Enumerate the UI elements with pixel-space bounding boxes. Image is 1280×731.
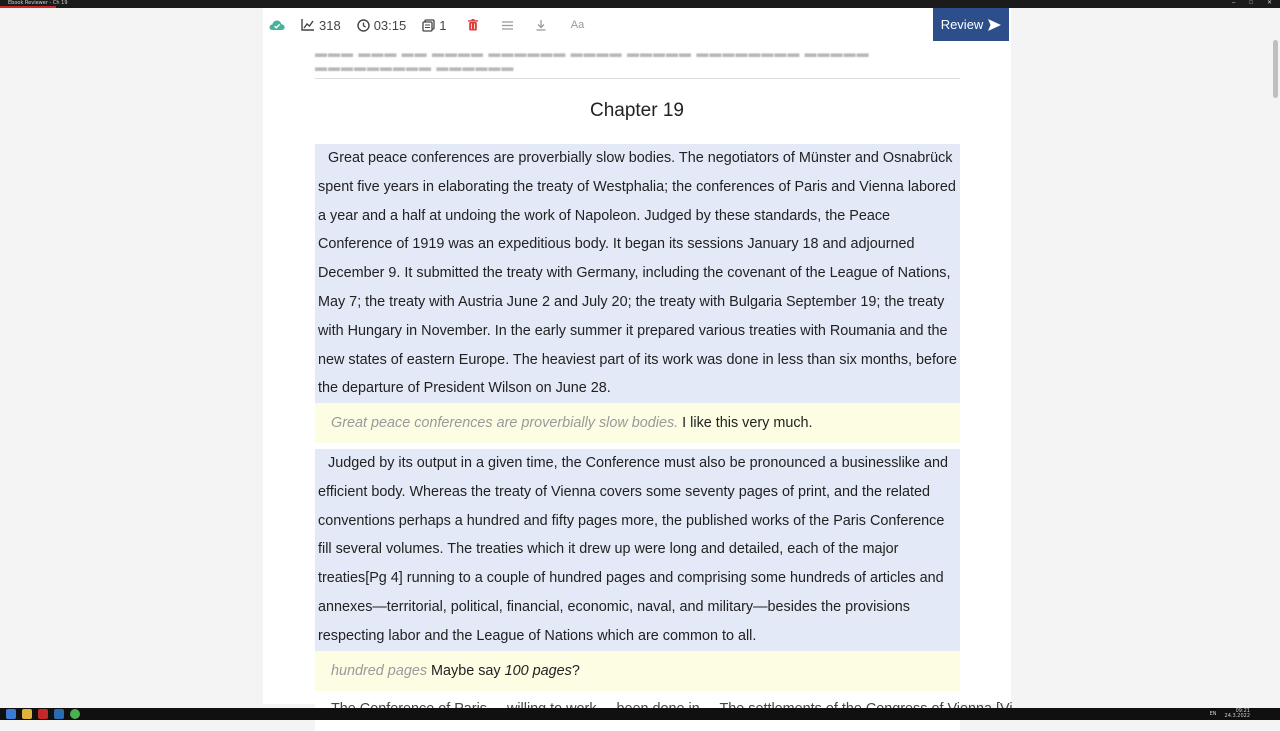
- scrollbar-thumb[interactable]: [1273, 40, 1278, 98]
- send-arrow-icon: [988, 19, 1001, 31]
- section-divider: [315, 78, 960, 79]
- note-2[interactable]: [315, 651, 960, 691]
- stats-value: 318: [319, 17, 341, 33]
- clock-icon: [357, 19, 370, 32]
- stack-icon: [422, 19, 435, 32]
- taskbar: [0, 708, 1280, 720]
- review-button[interactable]: [933, 8, 1009, 41]
- minimize-button[interactable]: –: [1232, 0, 1236, 6]
- note-1-quote: Great peace conferences are proverbially slow bodies.: [331, 415, 679, 431]
- sync-status[interactable]: [269, 19, 285, 31]
- download-icon: [536, 20, 546, 31]
- note-2-comment-emphasis: 100 pages: [504, 663, 572, 679]
- clock-time: 09:21: [1235, 708, 1250, 714]
- browser-icon[interactable]: [70, 709, 80, 719]
- paragraph-1[interactable]: [315, 144, 960, 403]
- window-controls: [1232, 0, 1272, 7]
- window-titlebar: [0, 0, 1280, 8]
- paragraph-2-text: Judged by its output in a given time, the Conference must also be pronounced a businesslike and efficient body. Whereas the treaty of Vienna covers some seventy pages of print, and the related conventions perhaps a hundred and fifty pages more, the published works of the Paris Conference fill several volumes. The treaties which it drew up were long and detailed, each of the major treaties[Pg 4] running to a couple of hundred pages and comprising some hundreds of articles and annexes—territorial, political, financial, economic, naval, and military—besides the provisions respecting labor and the League of Nations which are common to all.: [318, 455, 948, 644]
- close-button[interactable]: ✕: [1266, 0, 1272, 6]
- note-1-comment: I like this very much.: [682, 415, 813, 431]
- pages-value: 1: [439, 17, 447, 33]
- download-button[interactable]: [530, 14, 552, 36]
- reader-page: [263, 8, 1011, 704]
- clock-date: 24.3.2022: [1224, 713, 1250, 719]
- window-title: Ebook Reviewer - Ch 19: [8, 0, 68, 6]
- editor-icon[interactable]: [54, 709, 64, 719]
- explorer-icon[interactable]: [22, 709, 32, 719]
- language-indicator[interactable]: EN: [1209, 711, 1217, 717]
- cloud-check-icon: [269, 19, 285, 31]
- note-2-comment: [431, 663, 580, 679]
- timer[interactable]: [357, 18, 407, 33]
- list-button[interactable]: [496, 14, 518, 36]
- font-label: Aa: [570, 19, 585, 31]
- previous-content-blurred: ▬▬▬ ▬▬▬ ▬▬ ▬▬▬▬ ▬▬▬▬▬▬ ▬▬▬▬ ▬▬▬▬▬ ▬▬▬▬▬▬▬▬ ▬▬▬▬▬ ▬▬▬▬▬▬▬▬▬ ▬▬▬▬▬▬: [315, 46, 870, 74]
- chart-line-icon: [301, 19, 315, 31]
- reader-toolbar: [263, 8, 1011, 42]
- note-1[interactable]: [315, 403, 960, 443]
- note-2-comment-after: ?: [571, 663, 580, 679]
- timer-value: 03:15: [373, 17, 407, 33]
- pages-counter[interactable]: [422, 18, 446, 33]
- list-icon: [502, 21, 513, 30]
- font-settings-button[interactable]: [564, 14, 590, 36]
- paragraph-1-text: Great peace conferences are proverbially slow bodies. The negotiators of Münster and Osnabrück spent five years in elaborating the treaty of Westphalia; the conferences of Paris and Vienna labored a year and a half at undoing the work of Napoleon. Judged by these standards, the Peace Conference of 1919 was an expeditious body. It began its sessions January 18 and adjourned December 9. It submitted the treaty with Germany, including the covenant of the League of Nations, May 7; the treaty with Austria June 2 and July 20; the treaty with Bulgaria September 19; the treaty with Hungary in November. In the early summer it prepared various treaties with Roumania and the new states of eastern Europe. The heaviest part of its work was done in less than six months, before the departure of President Wilson on June 28.: [318, 150, 957, 397]
- note-2-comment-before: Maybe say: [431, 663, 501, 679]
- stats-counter[interactable]: [301, 18, 341, 33]
- delete-button[interactable]: [462, 14, 484, 36]
- paragraph-2[interactable]: [315, 449, 960, 651]
- active-tab-accent: [0, 6, 56, 8]
- system-tray: [1210, 708, 1250, 720]
- trash-icon: [468, 19, 478, 31]
- start-icon[interactable]: [6, 709, 16, 719]
- review-label: Review: [940, 17, 984, 32]
- clock[interactable]: [1225, 709, 1250, 719]
- note-2-quote: hundred pages: [331, 663, 428, 679]
- maximize-button[interactable]: □: [1249, 0, 1253, 6]
- chapter-title: Chapter 19: [589, 100, 684, 121]
- app-icon[interactable]: [38, 709, 48, 719]
